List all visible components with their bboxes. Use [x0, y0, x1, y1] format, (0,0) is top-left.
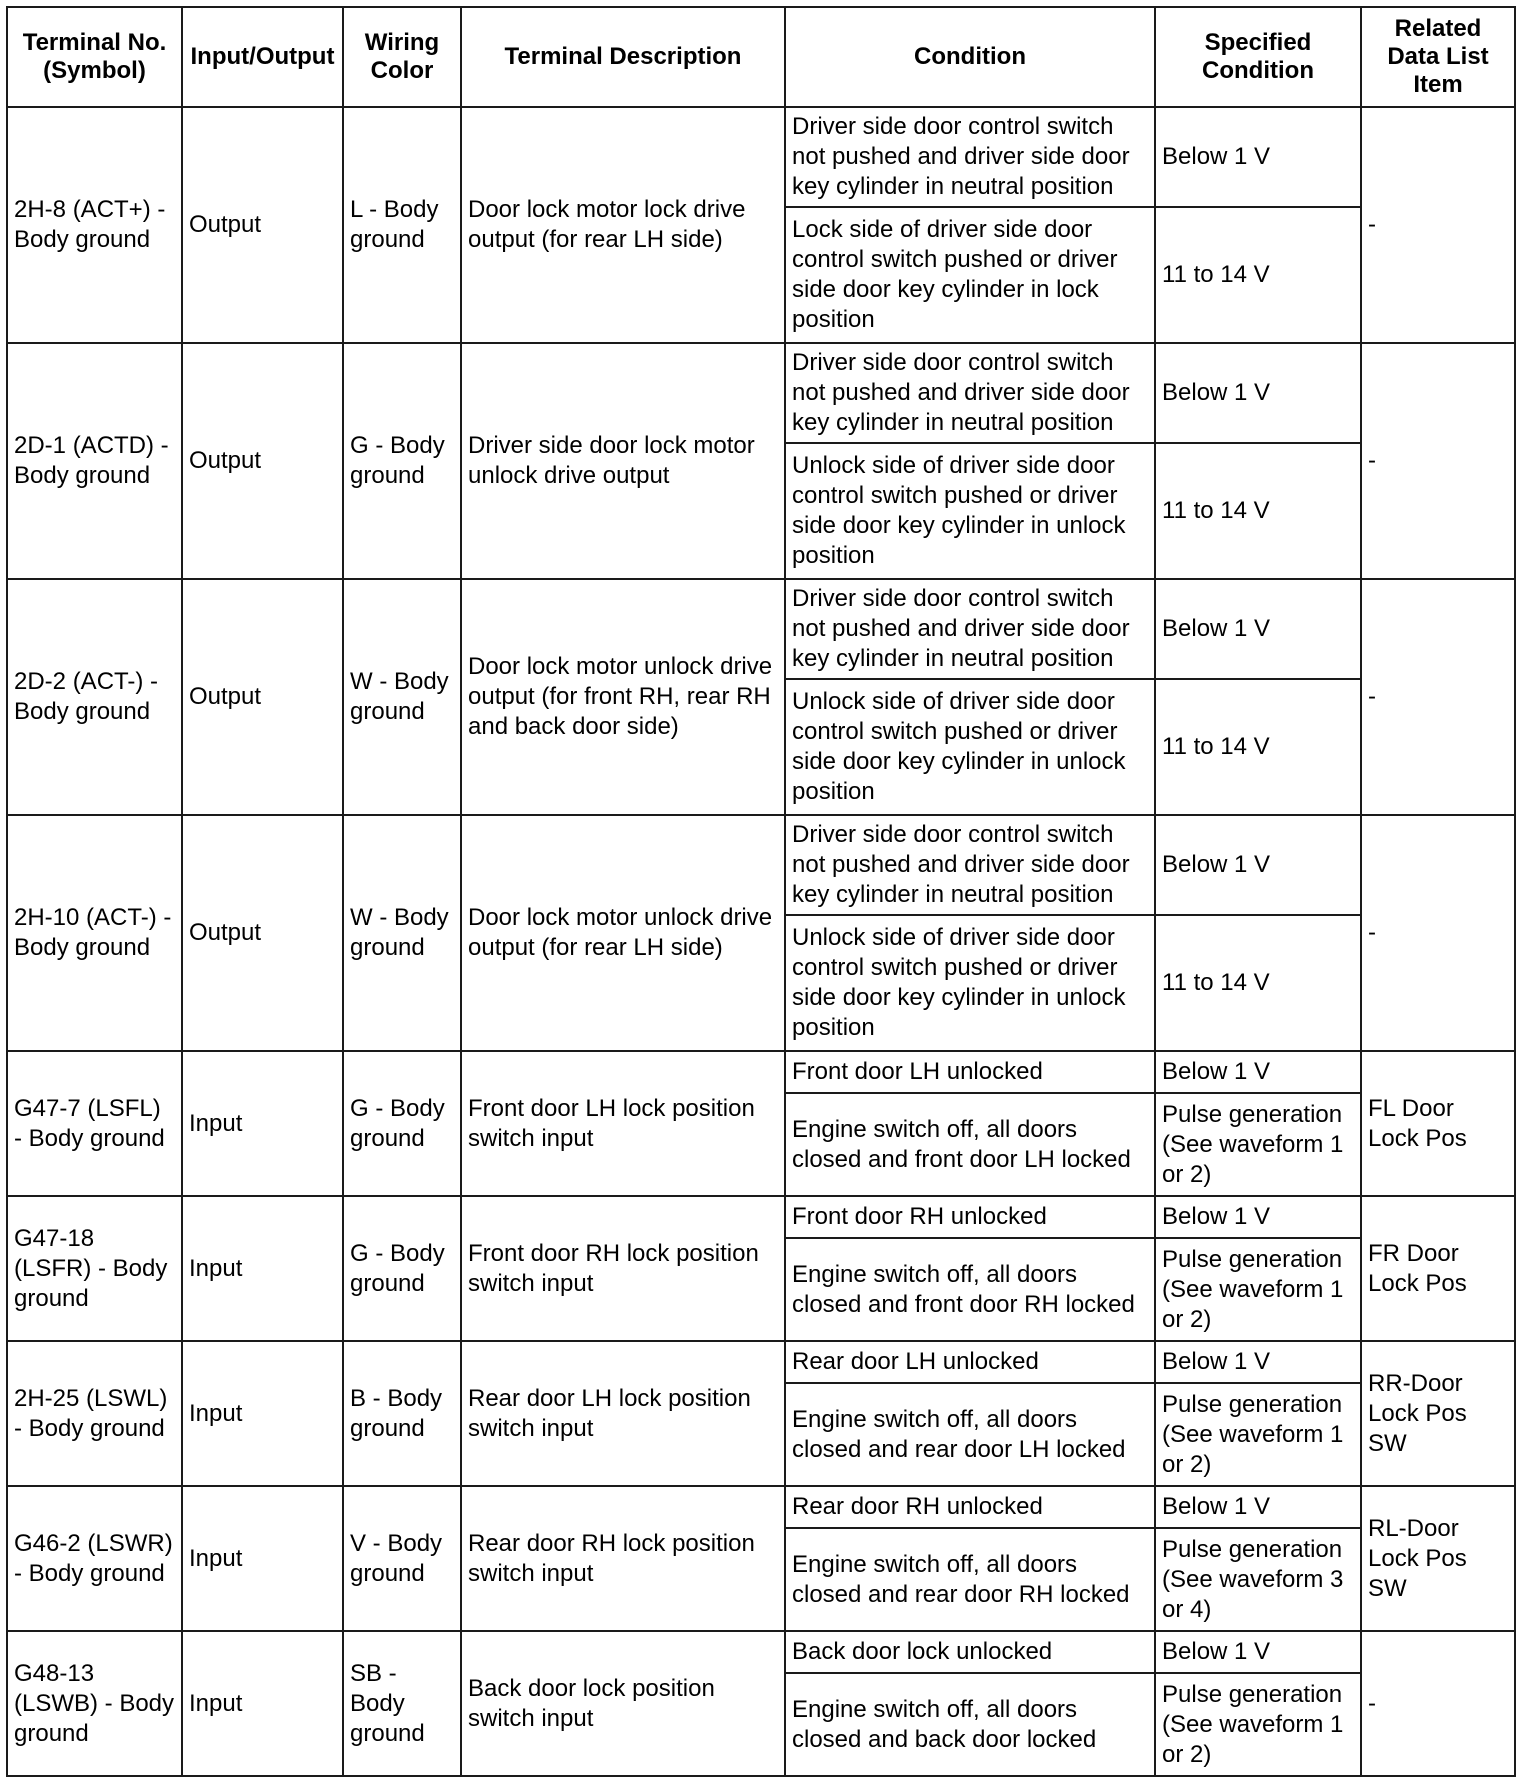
cell-specified: Pulse generation (See waveform 1 or 2)	[1155, 1093, 1361, 1196]
cell-condition: Rear door LH unlocked	[785, 1341, 1155, 1383]
cell-terminal: 2D-1 (ACTD) - Body ground	[7, 343, 182, 579]
cell-description: Back door lock position switch input	[461, 1631, 785, 1776]
cell-condition: Driver side door control switch not pushed and driver side door key cylinder in neutral position	[785, 107, 1155, 207]
cell-condition: Back door lock unlocked	[785, 1631, 1155, 1673]
cell-description: Door lock motor lock drive output (for rear LH side)	[461, 107, 785, 343]
cell-specified: 11 to 14 V	[1155, 915, 1361, 1051]
cell-condition: Unlock side of driver side door control switch pushed or driver side door key cylinder in unlock position	[785, 443, 1155, 579]
cell-condition: Engine switch off, all doors closed and back door locked	[785, 1673, 1155, 1776]
cell-specified: Below 1 V	[1155, 107, 1361, 207]
cell-wiring: L - Body ground	[343, 107, 461, 343]
cell-condition: Lock side of driver side door control switch pushed or driver side door key cylinder in lock position	[785, 207, 1155, 343]
header-description: Terminal Description	[461, 7, 785, 107]
cell-specified: Below 1 V	[1155, 815, 1361, 915]
table-body	[7, 107, 1515, 1776]
header-condition: Condition	[785, 7, 1155, 107]
table-row	[7, 343, 1515, 443]
cell-condition: Driver side door control switch not pushed and driver side door key cylinder in neutral position	[785, 579, 1155, 679]
cell-terminal: G47-18 (LSFR) - Body ground	[7, 1196, 182, 1341]
header-terminal: Terminal No. (Symbol)	[7, 7, 182, 107]
cell-condition: Engine switch off, all doors closed and front door LH locked	[785, 1093, 1155, 1196]
cell-wiring: G - Body ground	[343, 1051, 461, 1196]
cell-wiring: W - Body ground	[343, 579, 461, 815]
cell-condition: Driver side door control switch not pushed and driver side door key cylinder in neutral position	[785, 343, 1155, 443]
cell-io: Output	[182, 815, 343, 1051]
cell-condition: Engine switch off, all doors closed and rear door LH locked	[785, 1383, 1155, 1486]
header-io: Input/Output	[182, 7, 343, 107]
cell-terminal: 2D-2 (ACT-) - Body ground	[7, 579, 182, 815]
table-row	[7, 107, 1515, 207]
cell-related: -	[1361, 1631, 1515, 1776]
cell-wiring: B - Body ground	[343, 1341, 461, 1486]
header-wiring: Wiring Color	[343, 7, 461, 107]
cell-specified: Below 1 V	[1155, 1631, 1361, 1673]
cell-description: Front door RH lock position switch input	[461, 1196, 785, 1341]
cell-description: Front door LH lock position switch input	[461, 1051, 785, 1196]
cell-related: RL-Door Lock Pos SW	[1361, 1486, 1515, 1631]
cell-io: Input	[182, 1196, 343, 1341]
cell-condition: Front door RH unlocked	[785, 1196, 1155, 1238]
cell-condition: Rear door RH unlocked	[785, 1486, 1155, 1528]
cell-related: FR Door Lock Pos	[1361, 1196, 1515, 1341]
cell-specified: Below 1 V	[1155, 1051, 1361, 1093]
cell-terminal: G46-2 (LSWR) - Body ground	[7, 1486, 182, 1631]
cell-related: FL Door Lock Pos	[1361, 1051, 1515, 1196]
cell-description: Rear door RH lock position switch input	[461, 1486, 785, 1631]
cell-related: -	[1361, 107, 1515, 343]
cell-specified: Below 1 V	[1155, 1196, 1361, 1238]
cell-wiring: V - Body ground	[343, 1486, 461, 1631]
cell-specified: Below 1 V	[1155, 579, 1361, 679]
table-row	[7, 1486, 1515, 1528]
cell-related: -	[1361, 579, 1515, 815]
cell-specified: Below 1 V	[1155, 1341, 1361, 1383]
cell-condition: Front door LH unlocked	[785, 1051, 1155, 1093]
cell-condition: Driver side door control switch not pushed and driver side door key cylinder in neutral position	[785, 815, 1155, 915]
cell-description: Door lock motor unlock drive output (for front RH, rear RH and back door side)	[461, 579, 785, 815]
cell-wiring: G - Body ground	[343, 1196, 461, 1341]
cell-terminal: 2H-8 (ACT+) - Body ground	[7, 107, 182, 343]
cell-specified: 11 to 14 V	[1155, 443, 1361, 579]
cell-specified: 11 to 14 V	[1155, 679, 1361, 815]
cell-description: Rear door LH lock position switch input	[461, 1341, 785, 1486]
table-row	[7, 815, 1515, 915]
cell-specified: Pulse generation (See waveform 1 or 2)	[1155, 1673, 1361, 1776]
cell-io: Output	[182, 343, 343, 579]
cell-related: -	[1361, 815, 1515, 1051]
cell-io: Output	[182, 107, 343, 343]
cell-wiring: SB - Body ground	[343, 1631, 461, 1776]
cell-terminal: 2H-25 (LSWL) - Body ground	[7, 1341, 182, 1486]
cell-specified: Pulse generation (See waveform 1 or 2)	[1155, 1238, 1361, 1341]
cell-condition: Unlock side of driver side door control switch pushed or driver side door key cylinder in unlock position	[785, 679, 1155, 815]
cell-condition: Engine switch off, all doors closed and rear door RH locked	[785, 1528, 1155, 1631]
cell-specified: Pulse generation (See waveform 3 or 4)	[1155, 1528, 1361, 1631]
table-row	[7, 1341, 1515, 1383]
table-row	[7, 1196, 1515, 1238]
cell-wiring: W - Body ground	[343, 815, 461, 1051]
cell-wiring: G - Body ground	[343, 343, 461, 579]
cell-specified: 11 to 14 V	[1155, 207, 1361, 343]
cell-terminal: 2H-10 (ACT-) - Body ground	[7, 815, 182, 1051]
table-row	[7, 579, 1515, 679]
cell-terminal: G47-7 (LSFL) - Body ground	[7, 1051, 182, 1196]
table-row	[7, 1051, 1515, 1093]
terminal-spec-table	[6, 6, 1516, 1777]
cell-related: -	[1361, 343, 1515, 579]
table-header-row	[7, 7, 1515, 107]
table-row	[7, 1631, 1515, 1673]
cell-condition: Engine switch off, all doors closed and front door RH locked	[785, 1238, 1155, 1341]
cell-description: Driver side door lock motor unlock drive output	[461, 343, 785, 579]
cell-io: Output	[182, 579, 343, 815]
header-specified: Specified Condition	[1155, 7, 1361, 107]
cell-io: Input	[182, 1631, 343, 1776]
cell-specified: Pulse generation (See waveform 1 or 2)	[1155, 1383, 1361, 1486]
cell-io: Input	[182, 1341, 343, 1486]
cell-description: Door lock motor unlock drive output (for rear LH side)	[461, 815, 785, 1051]
cell-io: Input	[182, 1051, 343, 1196]
cell-specified: Below 1 V	[1155, 343, 1361, 443]
cell-related: RR-Door Lock Pos SW	[1361, 1341, 1515, 1486]
cell-specified: Below 1 V	[1155, 1486, 1361, 1528]
cell-io: Input	[182, 1486, 343, 1631]
header-related: Related Data List Item	[1361, 7, 1515, 107]
cell-condition: Unlock side of driver side door control switch pushed or driver side door key cylinder in unlock position	[785, 915, 1155, 1051]
cell-terminal: G48-13 (LSWB) - Body ground	[7, 1631, 182, 1776]
